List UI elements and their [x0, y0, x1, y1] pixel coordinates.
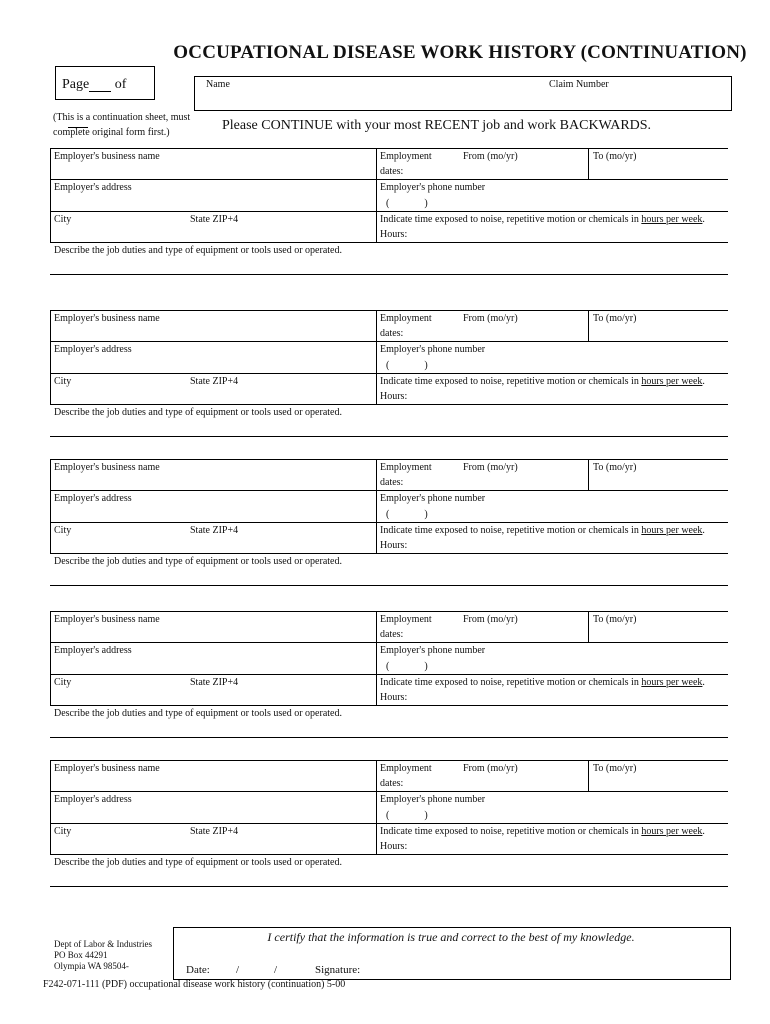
page-label: Page [62, 77, 90, 92]
dates-label: dates: [380, 477, 404, 488]
phone-parens: ( ) [386, 810, 428, 821]
address-label: Employer's address [54, 493, 132, 504]
employment-label: Employment [380, 313, 432, 324]
rule [376, 148, 377, 242]
exposure-label: Indicate time exposed to noise, repetitive motion or chemicals in hours per week. [380, 376, 705, 387]
employer-section-5[interactable] [50, 760, 728, 887]
name-claim-box[interactable] [194, 76, 732, 111]
duties-label: Describe the job duties and type of equipment or tools used or operated. [54, 857, 342, 868]
duties-label: Describe the job duties and type of equipment or tools used or operated. [54, 407, 342, 418]
rule [50, 274, 728, 275]
phone-parens: ( ) [386, 509, 428, 520]
rule [588, 760, 589, 791]
rule [588, 611, 589, 642]
page-number-box[interactable] [55, 66, 155, 100]
city-label: City [54, 677, 72, 688]
from-label: From (mo/yr) [463, 313, 518, 324]
form-title: OCCUPATIONAL DISEASE WORK HISTORY (CONTINUATION) [173, 42, 747, 63]
rule [50, 310, 728, 311]
employer-section-3[interactable] [50, 459, 728, 586]
rule [376, 459, 377, 553]
business-name-label: Employer's business name [54, 151, 160, 162]
employer-section-4[interactable] [50, 611, 728, 738]
rule [50, 211, 728, 212]
rule [50, 310, 51, 404]
rule [50, 553, 728, 554]
duties-label: Describe the job duties and type of equipment or tools used or operated. [54, 556, 342, 567]
date-slash-2: / [274, 964, 278, 976]
phone-parens: ( ) [386, 198, 428, 209]
to-label: To (mo/yr) [593, 763, 637, 774]
city-label: City [54, 376, 72, 387]
business-name-label: Employer's business name [54, 313, 160, 324]
phone-label: Employer's phone number [380, 344, 486, 355]
to-label: To (mo/yr) [593, 614, 637, 625]
employment-label: Employment [380, 151, 432, 162]
hours-label: Hours: [380, 540, 408, 551]
duties-label: Describe the job duties and type of equipment or tools used or operated. [54, 245, 342, 256]
rule [50, 611, 728, 612]
rule [50, 854, 728, 855]
to-label: To (mo/yr) [593, 151, 637, 162]
hours-label: Hours: [380, 229, 408, 240]
dates-label: dates: [380, 629, 404, 640]
rule [50, 674, 728, 675]
continuation-note: (This is a continuation sheet, must complete original form first.) [53, 112, 191, 138]
rule [588, 310, 589, 341]
to-label: To (mo/yr) [593, 313, 637, 324]
rule [50, 373, 728, 374]
rule [50, 148, 51, 242]
state-zip-label: State ZIP+4 [190, 525, 239, 536]
rule [50, 490, 728, 491]
name-label: Name [206, 79, 230, 90]
phone-parens: ( ) [386, 360, 428, 371]
hours-label: Hours: [380, 391, 408, 402]
form-identifier: F242-071-111 (PDF) occupational disease work history (continuation) 5-00 [43, 979, 346, 990]
dates-label: dates: [380, 328, 404, 339]
city-label: City [54, 214, 72, 225]
dates-label: dates: [380, 778, 404, 789]
rule [50, 705, 728, 706]
phone-parens: ( ) [386, 661, 428, 672]
exposure-label: Indicate time exposed to noise, repetitive motion or chemicals in hours per week. [380, 677, 705, 688]
rule [50, 642, 728, 643]
instruction-text: Please CONTINUE with your most RECENT job and work BACKWARDS. [222, 118, 652, 133]
date-label: Date: [186, 964, 210, 976]
rule [50, 341, 728, 342]
employment-label: Employment [380, 462, 432, 473]
rule [50, 823, 728, 824]
from-label: From (mo/yr) [463, 614, 518, 625]
rule [50, 148, 728, 149]
rule [50, 459, 51, 553]
from-label: From (mo/yr) [463, 462, 518, 473]
phone-label: Employer's phone number [380, 645, 486, 656]
rule [376, 310, 377, 404]
duties-label: Describe the job duties and type of equipment or tools used or operated. [54, 708, 342, 719]
from-label: From (mo/yr) [463, 763, 518, 774]
rule [50, 760, 51, 854]
rule [50, 886, 728, 887]
exposure-label: Indicate time exposed to noise, repetitive motion or chemicals in hours per week. [380, 214, 705, 225]
business-name-label: Employer's business name [54, 462, 160, 473]
exposure-label: Indicate time exposed to noise, repetitive motion or chemicals in hours per week. [380, 525, 705, 536]
date-slash-1: / [236, 964, 240, 976]
hours-per-week-label: hours per week [641, 525, 703, 536]
rule [50, 760, 728, 761]
rule [50, 459, 728, 460]
phone-label: Employer's phone number [380, 493, 486, 504]
from-label: From (mo/yr) [463, 151, 518, 162]
of-label: of [114, 77, 127, 92]
hours-label: Hours: [380, 841, 408, 852]
address-label: Employer's address [54, 645, 132, 656]
hours-per-week-label: hours per week [641, 677, 703, 688]
hours-per-week-label: hours per week [641, 826, 703, 837]
phone-label: Employer's phone number [380, 182, 486, 193]
address-label: Employer's address [54, 794, 132, 805]
address-label: Employer's address [54, 182, 132, 193]
state-zip-label: State ZIP+4 [190, 376, 239, 387]
state-zip-label: State ZIP+4 [190, 214, 239, 225]
rule [588, 148, 589, 179]
employment-label: Employment [380, 763, 432, 774]
hours-per-week-label: hours per week [641, 376, 703, 387]
employer-section-2[interactable] [50, 310, 728, 437]
hours-label: Hours: [380, 692, 408, 703]
signature-label: Signature: [315, 964, 361, 976]
rule [50, 585, 728, 586]
state-zip-label: State ZIP+4 [190, 677, 239, 688]
rule [376, 760, 377, 854]
rule [50, 404, 728, 405]
rule [50, 242, 728, 243]
rule [50, 436, 728, 437]
claim-number-label: Claim Number [549, 79, 609, 90]
business-name-label: Employer's business name [54, 614, 160, 625]
rule [50, 737, 728, 738]
employment-label: Employment [380, 614, 432, 625]
rule [50, 179, 728, 180]
address-label: Employer's address [54, 344, 132, 355]
certification-statement: I certify that the information is true and correct to the best of my knowledge. [267, 930, 635, 944]
city-label: City [54, 525, 72, 536]
exposure-label: Indicate time exposed to noise, repetitive motion or chemicals in hours per week. [380, 826, 705, 837]
business-name-label: Employer's business name [54, 763, 160, 774]
rule [50, 791, 728, 792]
rule [588, 459, 589, 490]
phone-label: Employer's phone number [380, 794, 486, 805]
department-address: Dept of Labor & Industries PO Box 44291 Olympia WA 98504- [54, 939, 152, 971]
city-label: City [54, 826, 72, 837]
rule [376, 611, 377, 705]
to-label: To (mo/yr) [593, 462, 637, 473]
rule [50, 522, 728, 523]
state-zip-label: State ZIP+4 [190, 826, 239, 837]
dates-label: dates: [380, 166, 404, 177]
employer-section-1[interactable] [50, 148, 728, 275]
rule [50, 611, 51, 705]
hours-per-week-label: hours per week [641, 214, 703, 225]
